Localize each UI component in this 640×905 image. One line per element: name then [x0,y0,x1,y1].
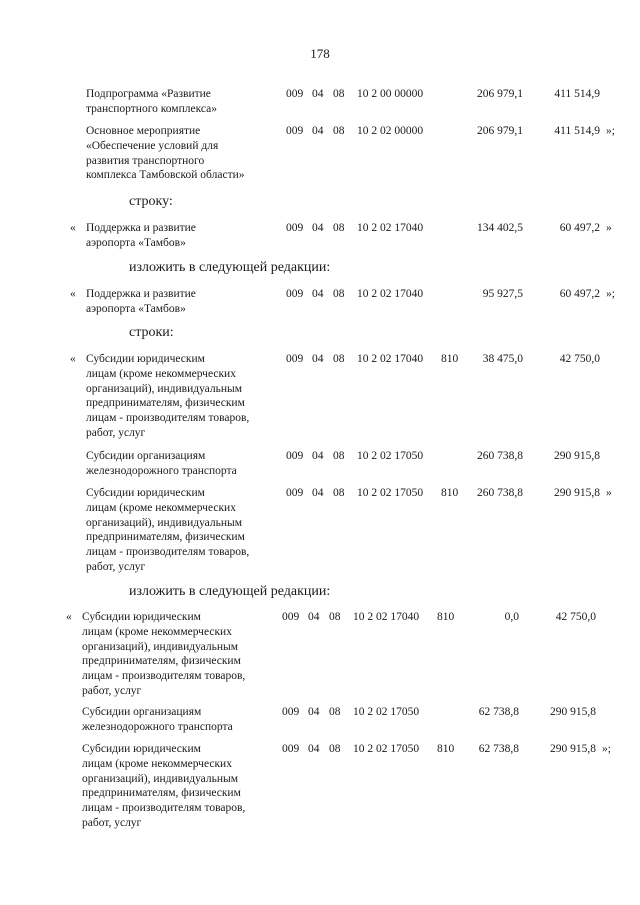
page-number: 178 [310,46,330,61]
budget-row [0,287,640,315]
code-subsection: 08 [333,450,345,462]
code-ministry: 009 [282,743,300,755]
code-target: 10 2 02 17040 [357,288,424,300]
code-ministry: 009 [282,611,300,623]
amount-year-2: 411 514,9 [554,88,600,100]
closing-quote: »; [606,288,615,300]
amount-year-1: 206 979,1 [477,88,523,100]
closing-quote: »; [602,743,611,755]
code-expense-type: 810 [437,611,455,623]
opening-quote: « [70,353,76,365]
code-ministry: 009 [286,487,304,499]
code-ministry: 009 [286,450,304,462]
code-section: 04 [308,743,320,755]
closing-quote: » [606,222,612,234]
code-target: 10 2 02 17050 [357,487,424,499]
amount-year-2: 290 915,8 [550,706,596,718]
code-subsection: 08 [329,706,341,718]
closing-quote: »; [606,125,615,137]
budget-row [0,124,640,182]
amount-year-2: 42 750,0 [555,611,596,623]
code-expense-type: 810 [441,487,459,499]
code-subsection: 08 [333,487,345,499]
budget-row [0,352,640,439]
code-section: 04 [312,450,324,462]
code-target: 10 2 02 17040 [357,353,424,365]
row-name: Субсидии юридическим лицам (кроме некоммерческих организаций), индивидуальным предпринимателям, физическим лицам - производителям товаров, работ, услуг [82,611,246,697]
code-section: 04 [308,706,320,718]
amount-year-1: 260 738,8 [477,450,523,462]
closing-quote: » [606,487,612,499]
row-name: Подпрограмма «Развитие транспортного комплекса» [86,88,217,115]
code-target: 10 2 02 00000 [357,125,424,137]
amount-year-2: 290 915,8 [554,487,600,499]
code-section: 04 [312,487,324,499]
amount-year-2: 411 514,9 [554,125,600,137]
opening-quote: « [70,222,76,234]
code-target: 10 2 00 00000 [357,88,424,100]
section-heading: строку: [129,194,173,209]
code-target: 10 2 02 17050 [357,450,424,462]
code-target: 10 2 02 17050 [353,743,420,755]
code-ministry: 009 [286,88,304,100]
amount-year-2: 60 497,2 [559,288,600,300]
amount-year-1: 62 738,8 [478,743,519,755]
code-target: 10 2 02 17040 [353,611,420,623]
section-heading: строки: [129,325,174,340]
code-section: 04 [312,88,324,100]
amount-year-2: 42 750,0 [559,353,600,365]
amount-year-2: 290 915,8 [550,743,596,755]
amount-year-1: 206 979,1 [477,125,523,137]
amount-year-1: 38 475,0 [482,353,523,365]
section-heading: изложить в следующей редакции: [129,260,331,275]
code-section: 04 [312,222,324,234]
code-section: 04 [312,353,324,365]
code-expense-type: 810 [441,353,459,365]
budget-row [0,705,636,733]
code-target: 10 2 02 17050 [353,706,420,718]
row-name: Субсидии организациям железнодорожного транспорта [82,706,233,733]
opening-quote: « [70,288,76,300]
code-section: 04 [308,611,320,623]
code-ministry: 009 [286,125,304,137]
section-heading: изложить в следующей редакции: [129,584,331,599]
budget-row [0,449,640,477]
code-expense-type: 810 [437,743,455,755]
code-subsection: 08 [333,222,345,234]
amount-year-1: 95 927,5 [482,288,523,300]
code-target: 10 2 02 17040 [357,222,424,234]
amount-year-1: 134 402,5 [477,222,523,234]
budget-row [0,221,640,249]
code-subsection: 08 [333,288,345,300]
row-name: Поддержка и развитие аэропорта «Тамбов» [86,288,196,315]
code-ministry: 009 [282,706,300,718]
amount-year-2: 60 497,2 [559,222,600,234]
code-subsection: 08 [333,353,345,365]
budget-row [0,742,636,829]
amount-year-1: 0,0 [504,611,519,623]
code-subsection: 08 [329,611,341,623]
code-section: 04 [312,288,324,300]
amount-year-1: 62 738,8 [478,706,519,718]
row-name: Субсидии юридическим лицам (кроме некоммерческих организаций), индивидуальным предпринимателям, физическим лицам - производителям товаров, работ, услуг [82,743,246,829]
code-ministry: 009 [286,222,304,234]
row-name: Поддержка и развитие аэропорта «Тамбов» [86,222,196,249]
row-name: Основное мероприятие «Обеспечение условий для развития транспортного комплекса Тамбовской области» [86,125,245,182]
row-name: Субсидии юридическим лицам (кроме некоммерческих организаций), индивидуальным предпринимателям, физическим лицам - производителям товаров, работ, услуг [86,487,250,573]
code-ministry: 009 [286,288,304,300]
budget-row [0,87,640,115]
code-subsection: 08 [329,743,341,755]
budget-row [0,486,640,573]
amount-year-1: 260 738,8 [477,487,523,499]
code-ministry: 009 [286,353,304,365]
code-section: 04 [312,125,324,137]
code-subsection: 08 [333,125,345,137]
row-name: Субсидии организациям железнодорожного транспорта [86,450,237,477]
amount-year-2: 290 915,8 [554,450,600,462]
code-subsection: 08 [333,88,345,100]
row-name: Субсидии юридическим лицам (кроме некоммерческих организаций), индивидуальным предпринимателям, физическим лицам - производителям товаров, работ, услуг [86,353,250,439]
opening-quote: « [66,611,72,623]
budget-row [0,610,636,697]
